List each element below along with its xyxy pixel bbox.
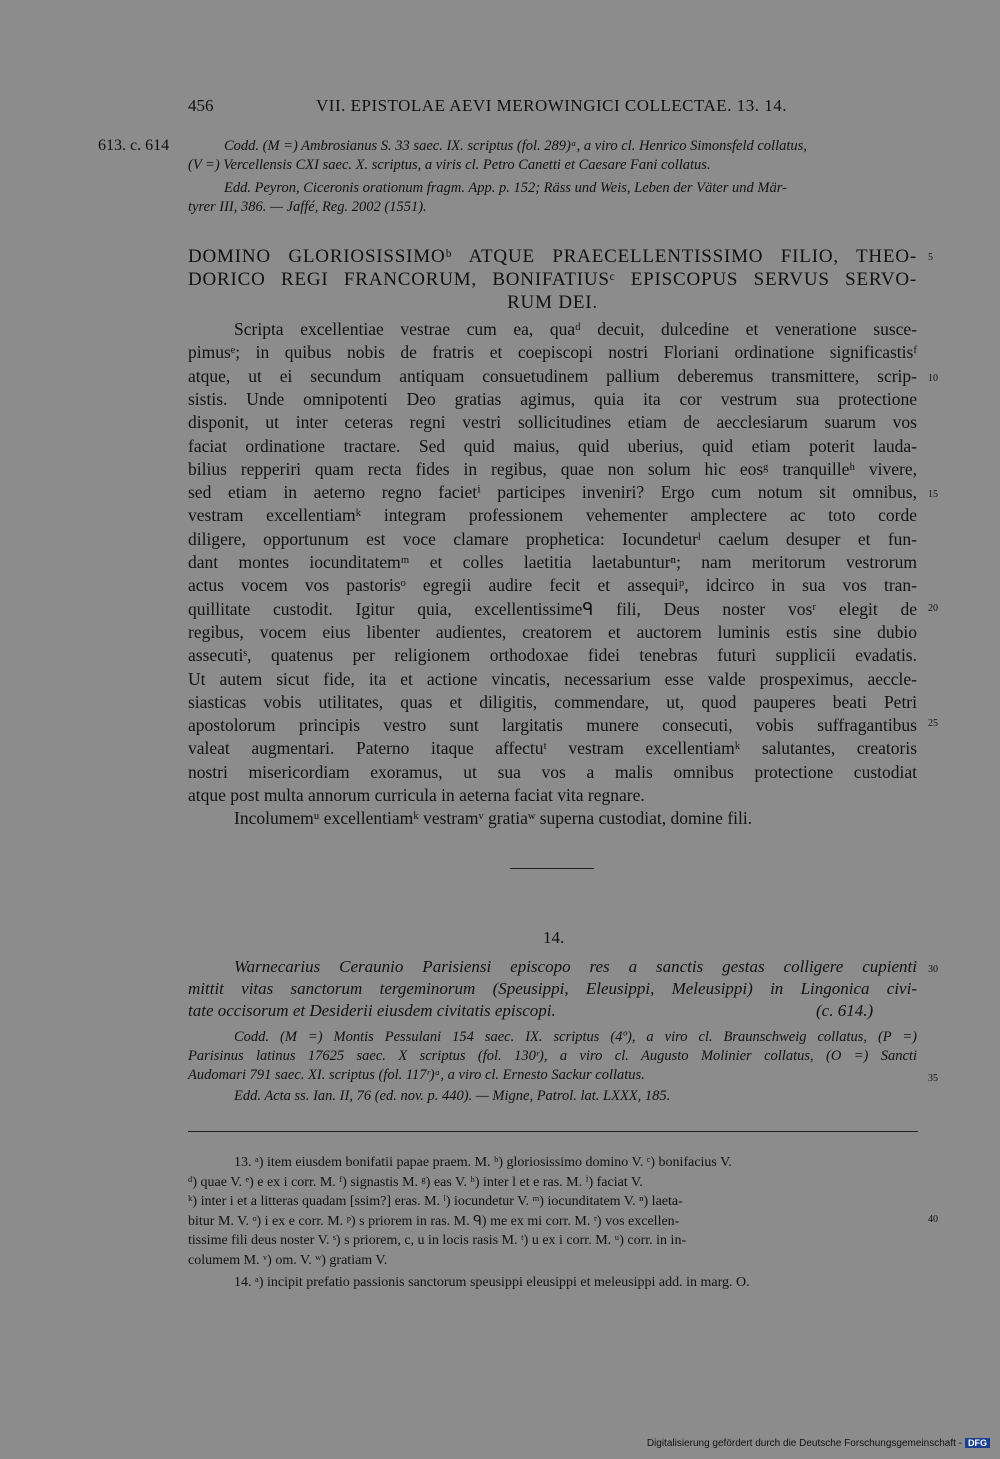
letter-line: actus vocem vos pastorisᵒ egregii audire fecit et assequiᵖ, idcirco in sua vos tran-: [188, 575, 917, 596]
line-number: 15: [928, 489, 938, 500]
line-number: 10: [928, 373, 938, 384]
line-number: 40: [928, 1214, 938, 1225]
letter-line: atque, ut ei secundum antiquam consuetudinem pallium deberemus transmittere, scrip-: [188, 365, 917, 386]
letter-line: dant montes iocunditatemᵐ et colles laetitia laetabunturⁿ; nam meritorum vestrorum: [188, 552, 917, 572]
address-line: RUM DEI.: [507, 292, 598, 313]
letter-line: pimusᵉ; in quibus nobis de fratris et coepiscopi nostri Floriani ordinatione significastisᶠ: [188, 342, 917, 363]
letter-line: Scripta excellentiae vestrae cum ea, quaᵈ decuit, dulcedine et veneratione susce-: [234, 319, 917, 339]
letter-body: [188, 318, 917, 838]
footnote-line: tissime fili deus noster V. ˢ) s priorem, c, u in locis rasis M. ᵗ) u ex i corr. M. ᵘ) corr. in in-: [188, 1233, 687, 1248]
line-number: 35: [928, 1073, 938, 1084]
codex-line: (V =) Vercellensis CXI saec. X. scriptus, a viris cl. Petro Canetti et Caesare Fani collatus.: [188, 157, 711, 173]
letter-line: atque post multa annorum curricula in aeterna faciat vita regnare.: [188, 785, 645, 805]
line-number: 20: [928, 603, 938, 614]
letter-line: apostolorum principis vestro sunt largitatis munere consecuti, vobis suffragantibus: [188, 715, 917, 736]
footnote-line: ᵏ) inter i et a litteras quadam [ssim?] eras. M. ˡ) iocundetur V. ᵐ) iocunditatem V. ⁿ) laeta-: [188, 1194, 683, 1209]
letter-line: sistis. Unde omnipotenti Deo gratias agimus, quia ita cor vestrum sua protectione: [188, 388, 917, 409]
letter-line: diligere, opportunum est voce clamare prophetica: Iocundeturˡ caelum desuper et fun-: [188, 528, 917, 549]
dfg-logo: DFG: [965, 1438, 990, 1448]
codex-line: Parisinus latinus 17625 saec. X scriptus (fol. 130ʳ), a viro cl. Augusto Molinier collatus, (O =) Sancti: [188, 1048, 917, 1064]
running-title: VII. EPISTOLAE AEVI MEROWINGICI COLLECTAE. 13. 14.: [316, 96, 787, 115]
footer-text: Digitalisierung gefördert durch die Deutsche Forschungsgemeinschaft -: [646, 1438, 962, 1449]
editions-line: Edd. Peyron, Ciceronis orationum fragm. App. p. 152; Räss und Weis, Leben der Väter und Mär-: [224, 180, 787, 196]
footnote-rule: [188, 1131, 918, 1132]
letter-line: vestram excellentiamᵏ integram professionem vehementer amplectere ac toto corde: [188, 505, 917, 526]
footnote-line: bitur M. V. ᵒ) i ex e corr. M. ᵖ) s priorem in ras. M. ᑫ) me ex mi corr. M. ʳ) vos excellen-: [188, 1213, 680, 1229]
summary-line: mittit vitas sanctorum tergeminorum (Speusippi, Eleusippi, Meleusippi) in Lingonica civi-: [188, 979, 917, 998]
letter-line: assecutiˢ, quatenus per religionem orthodoxae fidei tenebras futuri supplicii evadatis.: [188, 645, 917, 666]
line-number: 30: [928, 964, 938, 975]
letter-closing: Incolumemᵘ excellentiamᵏ vestramᵛ gratiaʷ superna custodiat, domine fili.: [234, 808, 753, 829]
summary-line: tate occisorum et Desiderii eiusdem civitatis episcopi.: [188, 1001, 556, 1020]
footnote-line: 13. ᵃ) item eiusdem bonifatii papae praem. M. ᵇ) gloriosissimo domino V. ᶜ) bonifacius V.: [234, 1155, 732, 1170]
line-number: 5: [928, 252, 933, 263]
letter-line: siasticas vobis utilitates, quas et diligitis, commendare, ut, quod pauperes beati Petri: [188, 691, 917, 712]
letter-line: nostri misericordiam exoramus, ut sua vos a malis omnibus protectione custodiat: [188, 761, 917, 782]
letter-line: disponit, ut inter ceteras regni vestri sollicitudines etiam de aecclesiarum suarum vos: [188, 412, 917, 433]
section-number: 14.: [543, 928, 565, 947]
line-number: 25: [928, 718, 938, 729]
letter-line: sed etiam in aeterno regno facietⁱ participes inveniri? Ergo cum notum sit omnibus,: [188, 482, 917, 503]
letter-line: bilius repperiri quam recta fides in regibus, quae non solum hic eosᵍ tranquilleʰ vivere,: [188, 458, 917, 479]
footnote-line: columem M. ᵛ) om. V. ʷ) gratiam V.: [188, 1252, 388, 1268]
address-line: DOMINO GLORIOSISSIMOᵇ ATQUE PRAECELLENTISSIMO FILIO, THEO-: [188, 246, 917, 267]
letter-line: Ut autem sicut fide, ita et actione vincatis, necessarium esse valde prospeximus, aeccle-: [188, 668, 917, 689]
letter-line: valeat augmentari. Paterno itaque affectuᵗ vestram excellentiamᵏ salutantes, creatoris: [188, 738, 917, 759]
editions-line: tyrer III, 386. — Jaffé, Reg. 2002 (1551).: [188, 199, 427, 215]
editions-line: Edd. Acta ss. Ian. II, 76 (ed. nov. p. 440). — Migne, Patrol. lat. LXXX, 185.: [234, 1088, 671, 1104]
letter-line: faciat ordinatione tractare. Sed quid maius, quid uberius, quid etiam poterit lauda-: [188, 435, 917, 456]
summary-line: Warnecarius Ceraunio Parisiensi episcopo res a sanctis gestas colligere cupienti: [234, 957, 917, 976]
margin-date: 613. c. 614: [98, 137, 170, 154]
footnote-line: ᵈ) quae V. ᵉ) e ex i corr. M. ᶠ) signastis M. ᵍ) eas V. ʰ) inter l et e ras. M. ⁱ) faciat V.: [188, 1174, 643, 1190]
footnote-line: 14. ᵃ) incipit prefatio passionis sanctorum speusippi eleusippi et meleusippi add. in marg. O.: [234, 1275, 750, 1290]
codex-line: Audomari 791 saec. XI. scriptus (fol. 117ʳ)ᵃ, a viro cl. Ernesto Sackur collatus.: [188, 1067, 645, 1083]
codex-line: Codd. (M =) Ambrosianus S. 33 saec. IX. scriptus (fol. 289)ᵃ, a viro cl. Henrico Simonsfeld collatus,: [224, 138, 807, 154]
summary-date: (c. 614.): [816, 1001, 874, 1020]
page-number: 456: [188, 96, 214, 115]
address-line: DORICO REGI FRANCORUM, BONIFATIUSᶜ EPISCOPUS SERVUS SERVO-: [188, 269, 917, 290]
letter-line: quillitate custodit. Igitur quia, excellentissimeᑫ fili, Deus noster vosʳ elegit de: [188, 598, 917, 619]
digitization-footer: [647, 1438, 990, 1449]
section-separator: [510, 868, 594, 869]
letter-line: regibus, vocem eius libenter audientes, creatorem et auctorem luminis estis sine dubio: [188, 621, 917, 642]
codex-line: Codd. (M =) Montis Pessulani 154 saec. IX. scriptus (4º), a viro cl. Braunschweig collatus, (P =): [234, 1029, 917, 1045]
